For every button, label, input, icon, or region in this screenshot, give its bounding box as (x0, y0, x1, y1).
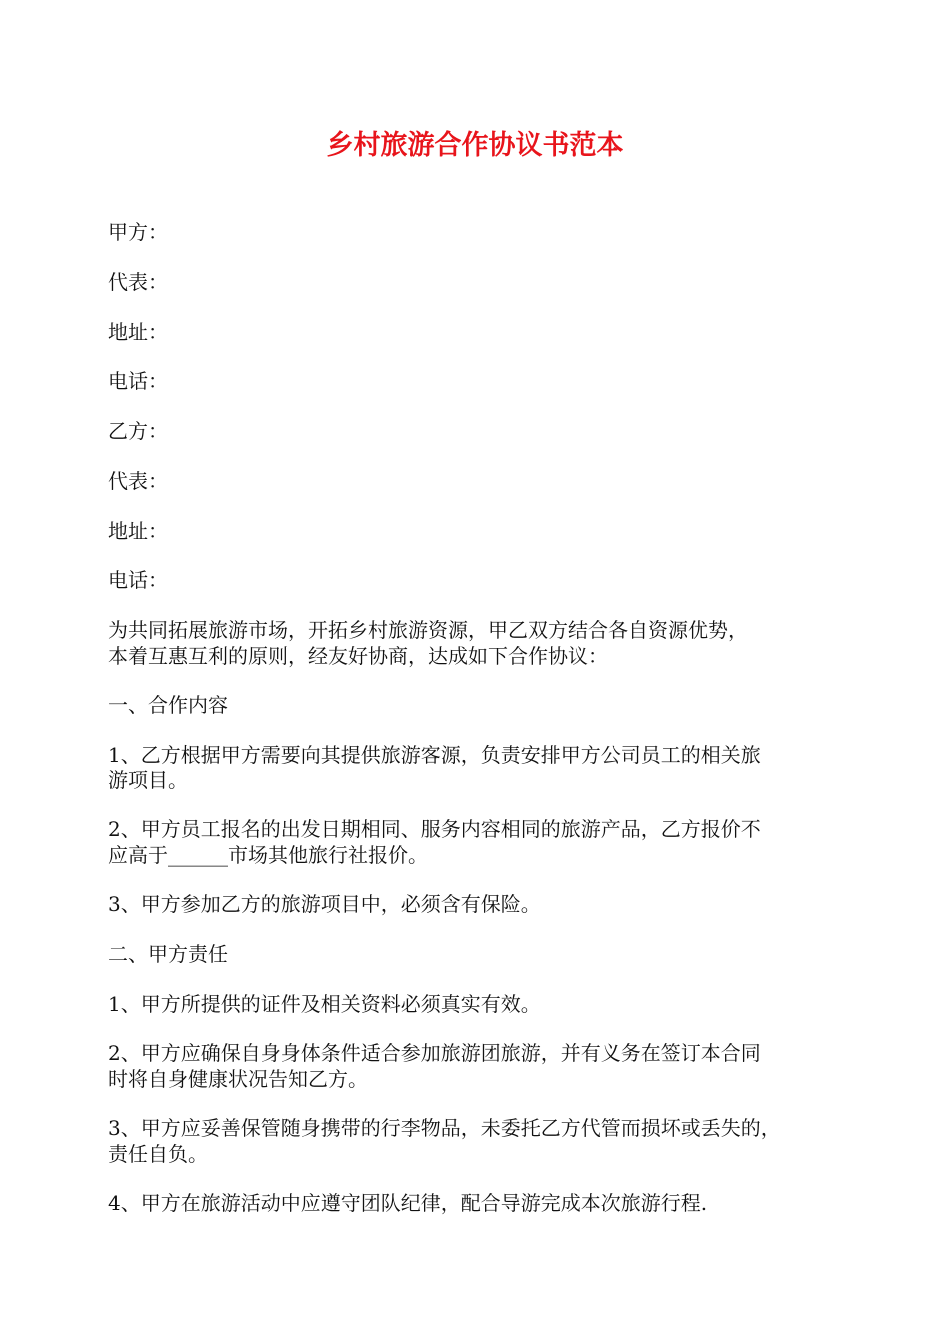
party-b-label: 乙方： (108, 419, 168, 443)
preamble-line-1: 为共同拓展旅游市场，开拓乡村旅游资源，甲乙双方结合各自资源优势， (108, 618, 748, 642)
party-b-address: 地址： (108, 519, 168, 543)
party-a-phone: 电话： (108, 369, 168, 393)
party-a-representative: 代表： (108, 270, 168, 294)
section2-item2-line2: 时将自身健康状况告知乙方。 (108, 1067, 368, 1091)
party-a-address: 地址： (108, 320, 168, 344)
section2-item4: 4、甲方在旅游活动中应遵守团队纪律，配合导游完成本次旅游行程. (108, 1191, 708, 1215)
preamble-line-2: 本着互惠互利的原则，经友好协商，达成如下合作协议： (108, 644, 608, 668)
section2-item3-line2: 责任自负。 (108, 1142, 208, 1166)
section2-heading: 二、甲方责任 (108, 942, 228, 966)
section2-item2-line1: 2、甲方应确保自身身体条件适合参加旅游团旅游，并有义务在签订本合同 (108, 1041, 761, 1065)
section1-item1-line2: 游项目。 (108, 768, 188, 792)
party-b-representative: 代表： (108, 469, 168, 493)
party-b-phone: 电话： (108, 568, 168, 592)
section2-item3-line1: 3、甲方应妥善保管随身携带的行李物品，未委托乙方代管而损坏或丢失的， (108, 1116, 781, 1140)
section1-item2-line1: 2、甲方员工报名的出发日期相同、服务内容相同的旅游产品，乙方报价不 (108, 817, 761, 841)
section1-item2-line2: 应高于______市场其他旅行社报价。 (108, 843, 428, 867)
party-a-label: 甲方： (108, 220, 168, 244)
section2-item1: 1、甲方所提供的证件及相关资料必须真实有效。 (108, 992, 541, 1016)
document-body (108, 0, 853, 1344)
section1-heading: 一、合作内容 (108, 693, 228, 717)
section1-item1-line1: 1、乙方根据甲方需要向其提供旅游客源，负责安排甲方公司员工的相关旅 (108, 743, 761, 767)
section1-item3: 3、甲方参加乙方的旅游项目中，必须含有保险。 (108, 892, 541, 916)
document-title: 乡村旅游合作协议书范本 (326, 130, 624, 161)
